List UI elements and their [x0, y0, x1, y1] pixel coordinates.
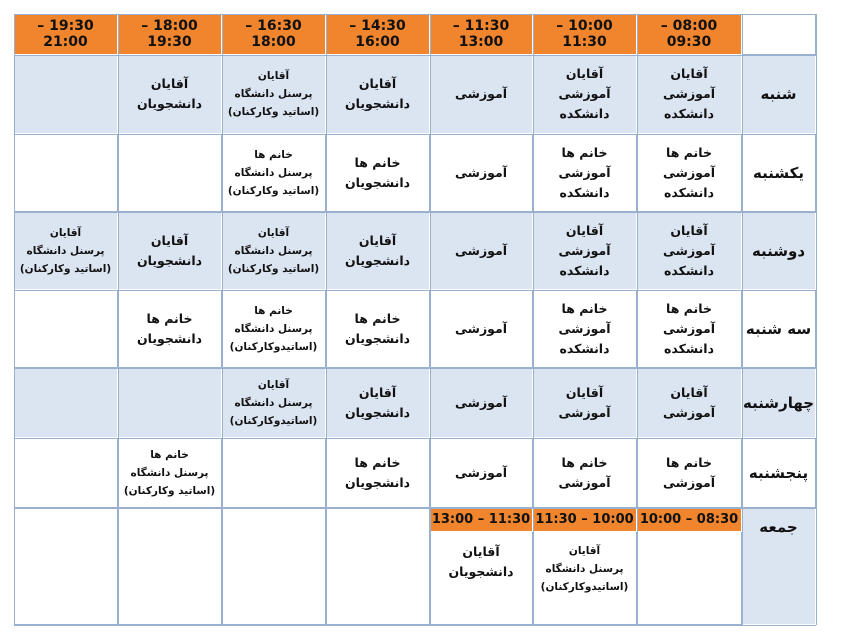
cell-text-line: پرسنل دانشگاه: [130, 466, 209, 479]
header-time-label: 14:30 – 16:00: [349, 18, 406, 50]
schedule-cell: [14, 212, 118, 290]
cell-text-line: آقایان: [568, 545, 601, 557]
day-label: پنجشنبه: [748, 463, 809, 482]
grid-line: [14, 438, 816, 439]
cell-text-line: آقایان: [462, 544, 500, 559]
header-time-label: 19:30 – 21:00: [37, 18, 94, 50]
cell-text-line: دانشجویان: [345, 474, 411, 490]
cell-text-line: آقایان: [358, 76, 397, 91]
cell-text-line: آقایان: [257, 70, 290, 82]
friday-time-label: 08:30 – 10:00: [639, 512, 739, 527]
grid-line: [14, 212, 816, 213]
cell-text-line: آموزشی: [455, 86, 507, 101]
cell-text-line: خانم ها: [666, 144, 712, 160]
header-time-label: 11:30 – 13:00: [452, 18, 510, 50]
friday-time-label: 10:00 – 11:30: [535, 512, 634, 527]
cell-text-line: خانم ها: [354, 154, 401, 170]
cell-text-line: دانشکده: [559, 262, 610, 278]
cell-text-line: آقایان: [565, 384, 604, 400]
header-time-cell: [430, 14, 533, 55]
schedule-cell: [533, 290, 637, 368]
cell-text-line: پرسنل دانشگاه: [545, 563, 624, 575]
header-time-label: 10:00 – 11:30: [556, 18, 613, 50]
schedule-cell: [430, 134, 533, 212]
header-time-label: 16:30 – 18:00: [245, 18, 302, 50]
schedule-cell: [222, 508, 326, 625]
cell-text-line: آقایان: [150, 232, 189, 248]
cell-text-line: پرسنل دانشگاه: [26, 244, 105, 257]
cell-text-line: پرسنل دانشگاه: [234, 166, 313, 179]
day-cell: [742, 290, 816, 368]
cell-text-line: دانشکده: [664, 184, 714, 200]
day-cell: [742, 55, 816, 134]
schedule-cell: [14, 368, 118, 438]
grid-line: [14, 368, 816, 369]
cell-text-line: آموزشی: [558, 320, 611, 336]
header-time-cell: [118, 14, 222, 55]
schedule-cell: [326, 290, 430, 368]
cell-text-line: آموزشی: [558, 242, 611, 258]
schedule-cell: [637, 290, 742, 368]
cell-text-line: آموزشی: [663, 404, 715, 420]
schedule-cell: [637, 134, 742, 212]
schedule-cell: [533, 55, 637, 134]
grid-line: [14, 14, 15, 625]
schedule-cell: [118, 134, 222, 212]
schedule-cell: [430, 55, 533, 134]
cell-text-line: آقایان: [150, 76, 189, 91]
cell-text-line: آموزشی: [455, 242, 507, 258]
header-time-cell: [14, 14, 118, 55]
cell-text-line: آقایان: [670, 66, 708, 81]
schedule-cell: [326, 508, 430, 625]
schedule-cell: [222, 55, 326, 134]
grid-line: [14, 134, 816, 135]
grid-line: [118, 14, 119, 625]
header-time-label: 08:00 – 09:30: [660, 18, 718, 50]
friday-time-cell: [637, 508, 742, 532]
schedule-cell: [14, 55, 118, 134]
cell-text-line: آقایان: [565, 66, 604, 81]
cell-text-line: (اساتید وکارکنان): [19, 262, 112, 275]
cell-text-line: آموزشی: [558, 474, 611, 490]
cell-text-line: دانشجویان: [345, 96, 411, 111]
cell-text-line: خانم ها: [254, 148, 293, 161]
schedule-cell: [14, 508, 118, 625]
schedule-cell: [118, 508, 222, 625]
grid-line: [14, 14, 816, 15]
cell-text-line: خانم ها: [561, 454, 608, 470]
cell-text-line: خانم ها: [666, 454, 712, 470]
cell-text-line: پرسنل دانشگاه: [234, 88, 313, 100]
cell-text-line: آموزشی: [663, 86, 715, 101]
cell-text-line: آقایان: [358, 384, 397, 400]
cell-text-line: (اساتید وکارکنان): [227, 106, 320, 118]
cell-text-line: پرسنل دانشگاه: [234, 244, 313, 257]
day-cell: [742, 508, 816, 625]
schedule-cell: [222, 438, 326, 508]
day-label: جمعه: [759, 518, 798, 536]
friday-time-cell: [430, 508, 533, 532]
cell-text-line: دانشکده: [664, 262, 714, 278]
header-time-cell: [637, 14, 742, 55]
day-cell: [742, 212, 816, 290]
schedule-cell: [222, 368, 326, 438]
cell-text-line: دانشجویان: [345, 330, 411, 346]
cell-text-line: آقایان: [565, 222, 604, 238]
grid-line: [326, 14, 327, 625]
cell-text-line: خانم ها: [666, 300, 712, 316]
schedule-cell: [222, 134, 326, 212]
schedule-cell: [430, 438, 533, 508]
cell-text-line: پرسنل دانشگاه: [234, 396, 313, 409]
schedule-cell: [326, 55, 430, 134]
cell-text-line: آموزشی: [455, 394, 507, 410]
day-label: سه شنبه: [745, 319, 812, 338]
cell-text-line: دانشجویان: [448, 564, 514, 579]
schedule-cell: [637, 438, 742, 508]
cell-text-line: (اساتید وکارکنان): [227, 184, 320, 197]
cell-text-line: آموزشی: [455, 164, 507, 180]
day-cell: [742, 368, 816, 438]
cell-text-line: خانم ها: [150, 448, 189, 461]
cell-text-line: (اساتید وکارکنان): [227, 262, 320, 275]
grid-line: [14, 55, 816, 56]
schedule-cell: [118, 438, 222, 508]
schedule-cell: [533, 532, 637, 625]
cell-text-line: (اساتیدوکارکنان): [229, 340, 318, 353]
cell-text-line: خانم ها: [354, 310, 401, 326]
cell-text-line: آقایان: [49, 226, 82, 239]
cell-text-line: آموزشی: [663, 474, 715, 490]
schedule-cell: [533, 368, 637, 438]
schedule-cell: [222, 212, 326, 290]
grid-line: [14, 508, 816, 509]
header-time-cell: [326, 14, 430, 55]
schedule-cell: [326, 368, 430, 438]
day-label: شنبه: [760, 85, 797, 103]
schedule-cell: [637, 368, 742, 438]
cell-text-line: آموزشی: [663, 242, 715, 258]
schedule-cell: [118, 55, 222, 134]
cell-text-line: آموزشی: [558, 404, 611, 420]
cell-text-line: دانشکده: [559, 340, 610, 356]
grid-line: [14, 625, 816, 626]
cell-text-line: آموزشی: [558, 86, 611, 101]
schedule-cell: [118, 212, 222, 290]
schedule-cell: [637, 532, 742, 625]
header-time-label: 18:00 – 19:30: [141, 18, 198, 50]
schedule-cell: [533, 134, 637, 212]
schedule-cell: [533, 438, 637, 508]
header-corner-cell: [742, 14, 816, 55]
day-label: چهارشنبه: [742, 393, 815, 412]
cell-text-line: دانشکده: [559, 106, 610, 121]
schedule-cell: [118, 290, 222, 368]
schedule-cell: [118, 368, 222, 438]
schedule-cell: [326, 212, 430, 290]
cell-text-line: دانشکده: [664, 340, 714, 356]
schedule-cell: [14, 134, 118, 212]
cell-text-line: دانشجویان: [345, 252, 411, 268]
cell-text-line: خانم ها: [561, 144, 608, 160]
cell-text-line: (اساتیدوکارکنان): [540, 581, 629, 593]
cell-text-line: (اساتیدوکارکنان): [229, 414, 318, 427]
cell-text-line: دانشجویان: [345, 404, 411, 420]
grid-line: [742, 14, 743, 625]
cell-text-line: آموزشی: [558, 164, 611, 180]
schedule-cell: [326, 134, 430, 212]
schedule-cell: [637, 212, 742, 290]
schedule-cell: [326, 438, 430, 508]
grid-line: [14, 290, 816, 291]
day-label: دوشنبه: [751, 241, 806, 260]
schedule-cell: [430, 290, 533, 368]
cell-text-line: دانشکده: [664, 106, 714, 121]
cell-text-line: آموزشی: [663, 320, 715, 336]
grid-line: [816, 14, 817, 625]
cell-text-line: دانشجویان: [137, 252, 203, 268]
cell-text-line: آقایان: [257, 378, 290, 391]
cell-text-line: آقایان: [358, 232, 397, 248]
cell-text-line: آقایان: [670, 222, 708, 238]
schedule-cell: [430, 368, 533, 438]
schedule-cell: [222, 290, 326, 368]
friday-time-cell: [533, 508, 637, 532]
cell-text-line: آموزشی: [455, 320, 507, 336]
cell-text-line: خانم ها: [561, 300, 608, 316]
friday-time-label: 11:30 – 13:00: [431, 512, 531, 527]
grid-line: [430, 14, 431, 625]
schedule-cell: [430, 532, 533, 625]
grid-line: [533, 14, 534, 625]
cell-text-line: آموزشی: [455, 464, 507, 480]
cell-text-line: پرسنل دانشگاه: [234, 322, 313, 335]
day-label: یکشنبه: [753, 163, 804, 182]
cell-text-line: (اساتید وکارکنان): [123, 484, 216, 497]
cell-text-line: دانشجویان: [345, 174, 411, 190]
cell-text-line: خانم ها: [254, 304, 293, 317]
cell-text-line: دانشجویان: [137, 330, 203, 346]
cell-text-line: خانم ها: [146, 310, 193, 326]
cell-text-line: دانشکده: [559, 184, 610, 200]
header-time-cell: [533, 14, 637, 55]
day-cell: [742, 134, 816, 212]
schedule-cell: [14, 290, 118, 368]
schedule-cell: [430, 212, 533, 290]
cell-text-line: آموزشی: [663, 164, 715, 180]
schedule-cell: [637, 55, 742, 134]
cell-text-line: آقایان: [670, 384, 708, 400]
header-time-cell: [222, 14, 326, 55]
cell-text-line: دانشجویان: [137, 96, 203, 111]
grid-line: [222, 14, 223, 625]
cell-text-line: خانم ها: [354, 454, 401, 470]
day-cell: [742, 438, 816, 508]
cell-text-line: آقایان: [257, 226, 290, 239]
schedule-cell: [14, 438, 118, 508]
grid-line: [637, 14, 638, 625]
schedule-cell: [533, 212, 637, 290]
